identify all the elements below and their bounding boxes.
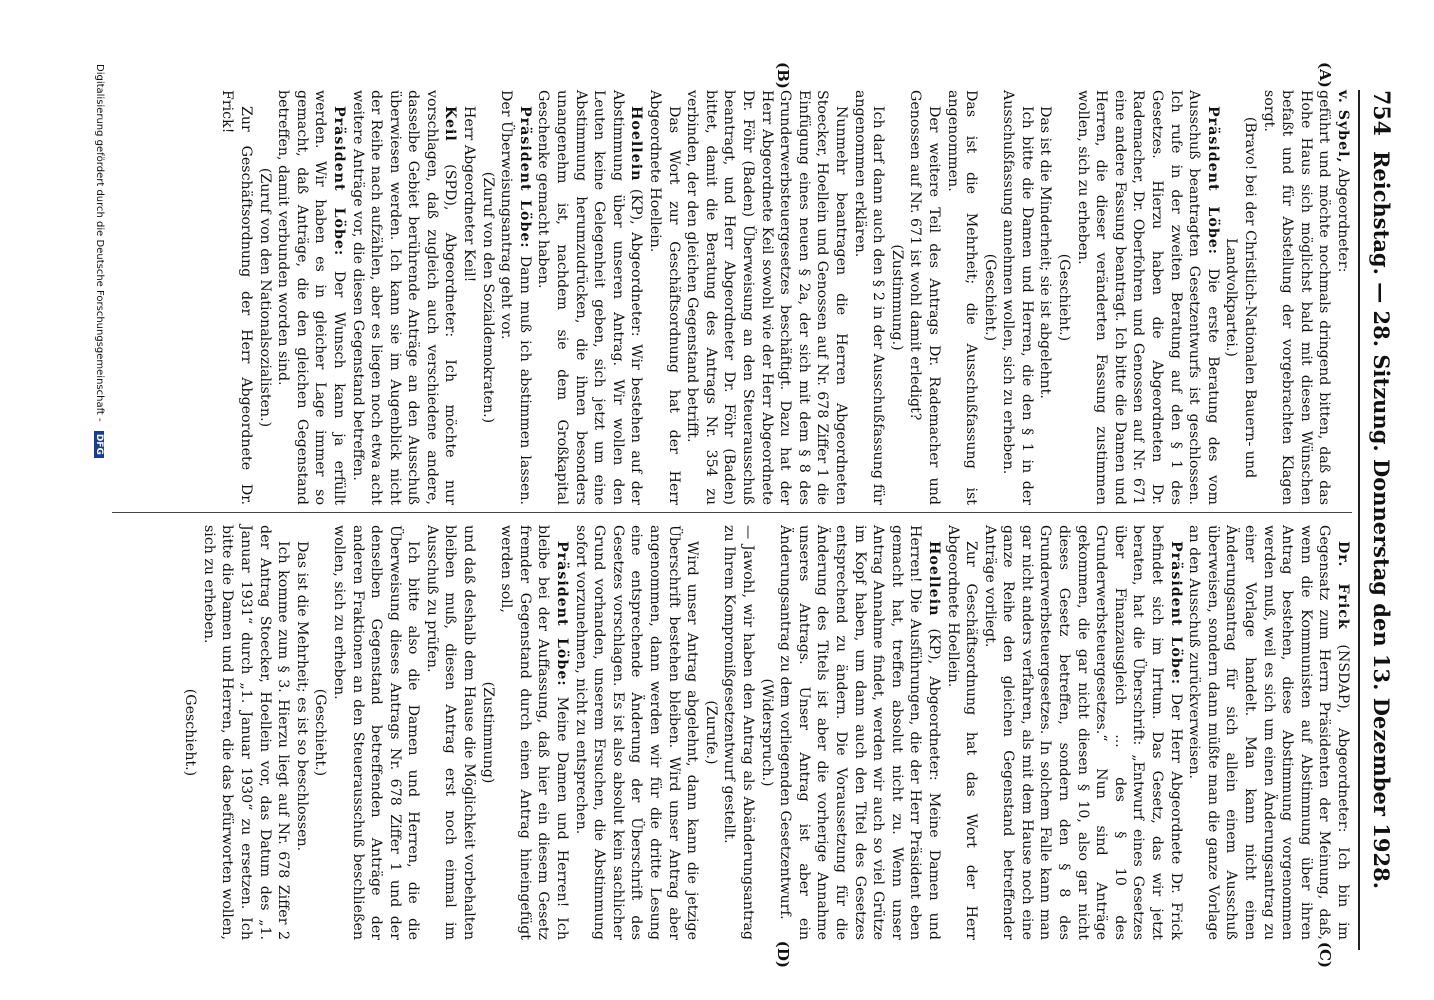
paragraph — [757, 525, 776, 940]
paragraph — [274, 90, 348, 505]
paragraph-text: (Geschieht.) — [981, 253, 998, 342]
paragraph-text: Nunmehr beantragen die Herren Abgeordneten Stoecker, Hoellein und Genossen auf Nr. 678 Ziffer 1 die Einfügung eines neuen § 2a, der sich mit dem § 8 des Grunderwerbsteuergesetzes beschäftigt. Dazu hat der Herr Abgeordnete Keil sowohl wie der Herr Abgeordnete Dr. Föhr (Baden) Überweisung an den Steuerausschuß beantragt, und Herr Abgeordneter Dr. Föhr (Baden) bittet, damit die Beratung des Antrags Nr. 354 zu verbinden, der den gleichen Gegenstand betrifft. — [684, 90, 849, 505]
paragraph-text: (NSDAP), Abgeordneter: Ich bin im Gegensatz zum Herrn Präsidenten der Meinung, daß, wenn die Kommunisten auf Abstimmung über ihren Antrag bestehen, diese Abstimmung vorgenommen werden muß, weil es sich um einen Änderungsantrag zu einer Vorlage handelt. Man kann nicht einen Änderungsantrag für sich allein einem Ausschuß überweisen, sondern dann müßte man die ganze Vorlage an den Ausschuß zurückverweisen. — [1186, 525, 1351, 940]
paragraph — [1333, 90, 1352, 505]
paragraph-text: Ich bitte also die Damen und Herren, die die Überweisung dieses Antrags Nr. 678 Ziffer 1 und der denselben Gegenstand betreffenden Anträge der anderen Fraktionen an den Steuerausschuß beschließen wollen, sich zu erheben. — [330, 525, 422, 940]
paragraph-text: Meine Damen und Herren! Ich bleibe bei der Auffassung, daß hier ein diesem Gesetz fremder Gegenstand durch einen Antrag hineingefügt werden soll, — [498, 525, 571, 940]
dfg-logo: DFG — [94, 431, 104, 458]
paragraph-text: Herr Abgeordneter Keil! — [461, 106, 478, 283]
paragraph-text: und daß deshalb dem Hause die Möglichkeit vorbehalten bleiben muß, diesen Antrag erst noch einmal im Ausschuß zu prüfen. — [423, 525, 478, 940]
paragraph-text: Zur Geschäftsordnung hat das Wort der Herr Abgeordnete Hoellein. — [944, 525, 980, 940]
right-column — [181, 525, 1352, 968]
paragraph — [422, 525, 478, 940]
paragraph — [348, 90, 460, 505]
paragraph — [1222, 90, 1259, 505]
paragraph — [683, 90, 850, 505]
paragraph — [534, 90, 646, 505]
speaker-name: Präsident Löbe: — [330, 106, 347, 257]
paragraph-text: (Geschieht.) — [182, 688, 199, 777]
paragraph — [497, 90, 534, 505]
paragraph-text: Das ist die Mehrheit; es ist so beschlossen. — [293, 541, 310, 852]
digitization-footer — [94, 60, 105, 984]
paragraph — [980, 90, 999, 505]
paragraph-text: (KP), Abgeordneter: Meine Damen und Herren! Die Ausführungen, die der Herr Präsident eben gemacht hat, treffen absolut nicht zu. Wenn unser Antrag Annahme findet, werden wir auch so viel Grütze im Kopf haben, um dann auch den Titel des Gesetzes entsprechend zu ändern. Die Voraussetzung für die Änderung des Titels ist aber die vorherige Annahme unseres Antrags. Unser Antrag ist aber ein Änderungsantrag zu dem vorliegenden Gesetzentwurf. — [777, 525, 942, 940]
paragraph-text: (Zustimmung.) — [888, 244, 905, 351]
speaker-name: v. Sybel, — [1335, 90, 1351, 164]
speaker-name: Präsident Löbe: — [554, 541, 571, 687]
paragraph — [218, 90, 255, 505]
paragraph-text: — Jawohl, wir haben den Antrag als Abänderungsantrag zu Ihrem Kompromißgesetzentwurf gestellt. — [721, 525, 756, 940]
paragraph — [720, 525, 757, 940]
paragraph-text: (Zustimmung) — [479, 681, 496, 784]
paragraph — [943, 525, 980, 940]
paragraph-text: Ich bitte die Damen und Herren, die den § 1 in der Ausschußfassung annehmen wollen, sich zu erheben. — [1000, 90, 1035, 505]
paragraph-text: (Zuruf von den Sozialdemokraten.) — [479, 171, 496, 424]
paragraph — [460, 90, 479, 505]
paragraph — [497, 525, 571, 940]
page-title: Reichstag. — 28. Sitzung. Donnerstag den 13. Dezember 1928. — [1369, 150, 1394, 890]
paragraph-text: (Geschieht.) — [1056, 253, 1073, 342]
paragraph — [1055, 90, 1074, 505]
speaker-name: Dr. Frick — [1335, 541, 1351, 630]
margin-mark-c: (C) — [1316, 941, 1334, 968]
paragraph-text: Zur Geschäftsordnung der Herr Abgeordnete Dr. Frick! — [219, 90, 254, 505]
margin-mark-b: (B) — [774, 62, 792, 89]
paragraph-text: (Geschieht.) — [312, 688, 329, 777]
paragraph-text: Der weitere Teil des Antrags Dr. Rademacher und Genossen auf Nr. 671 ist wohl damit erledigt? — [907, 90, 942, 505]
paragraph-text: Ich komme zum § 3. Hierzu liegt auf Nr. 678 Ziffer 2 der Antrag Stoecker, Hoellein vor, das Datum des „1. Januar 1931“ durch „1. Januar 1930“ zu ersetzen. Ich bitte die Damen und Herren, die das befürworten wollen, sich zu erheben. — [200, 525, 292, 940]
paragraph-text: (Zurufe.) — [702, 700, 719, 765]
paragraph-text: Die erste Beratung des vom Ausschuß beantragten Gesetzentwurfs ist geschlossen. Ich rufe in der zweiten Beratung auf den § 1 des Gesetzes. Hierzu haben die Abgeordneten Dr. Rademacher, Dr. Oberfohren und Genossen auf Nr. 671 eine andere Fassung beantragt. Ich bitte die Damen und Herren, die dieser veränderten Fassung zustimmen wollen, sich zu erheben. — [1074, 90, 1221, 505]
page-header — [1360, 90, 1400, 950]
paragraph-text: (KP), Abgeordneter: Wir bestehen auf der Abstimmung über unseren Antrag. Wir wollen den Leuten keine Gelegenheit geben, sich jetzt um eine Abstimmung herumzudrücken, die ihnen besonders unangenehm ist, nachdem sie dem Großkapital Geschenke gemacht haben. — [535, 90, 645, 505]
paragraph — [329, 525, 422, 940]
paragraph — [701, 525, 720, 940]
paragraph-text: (Widerspruch.) — [758, 678, 775, 787]
paragraph — [850, 90, 887, 505]
paragraph — [1036, 90, 1055, 505]
paragraph — [776, 525, 943, 940]
speaker-name: Hoellein — [925, 541, 942, 617]
paragraph-text: (Zuruf von den Nationalsozialisten.) — [256, 167, 273, 428]
left-column — [218, 62, 1352, 506]
margin-mark-d: (D) — [774, 940, 792, 968]
paragraph — [1073, 90, 1222, 505]
paragraph-text: Dann muß ich abstimmen lassen. Der Überweisungsantrag geht vor. — [498, 90, 533, 505]
paragraph — [199, 525, 292, 940]
page-number: 754 — [1368, 90, 1394, 136]
paragraph-text: Das Wort zur Geschäftsordnung hat der Herr Abgeordnete Hoellein. — [647, 90, 682, 505]
footer-text: Digitalisierung gefördert durch die Deutsche Forschungsgemeinschaft - — [94, 64, 105, 422]
paragraph — [645, 90, 682, 505]
paragraph-text: geführt und möchte nochmals dringend bitten, daß das Hohe Haus sich möglichst bald mit diesen Wünschen befaßt und für Abstellung der vorgebrachten Klagen sorgt. — [1260, 90, 1333, 505]
paragraph-text: Ich darf dann auch den § 2 in der Ausschußfassung für angenommen erklären. — [851, 90, 887, 505]
paragraph — [478, 525, 497, 940]
paragraph — [1259, 90, 1333, 505]
speaker-name: Keil — [442, 106, 459, 142]
paragraph — [887, 90, 906, 505]
paragraph — [980, 525, 1185, 940]
speaker-name: Präsident Löbe: — [1167, 541, 1184, 686]
paragraph — [255, 90, 274, 505]
header-rule — [1358, 90, 1360, 950]
paragraph-text: (Bravo! bei der Christlich-Nationalen Bauern- und Landvolkpartei.) — [1223, 116, 1259, 479]
paragraph — [181, 525, 200, 940]
column-divider — [112, 512, 1352, 513]
speaker-name: Präsident Löbe: — [516, 106, 533, 249]
paragraph — [906, 90, 943, 505]
speaker-name: Hoellein — [628, 106, 645, 182]
paragraph-text: Wird unser Antrag abgelehnt, dann kann die jetzige Überschrift bestehen bleiben. Wird unser Antrag aber angenommen, dann werden wir für die dritte Lesung eine entsprechende Änderung der Überschrift des Gesetzes vorschlagen. Es ist also absolut kein sachlicher Grund vorhanden, unserem Ersuchen, die Abstimmung sofort vorzunehmen, nicht zu entsprechen. — [572, 525, 701, 940]
paragraph — [1185, 525, 1352, 940]
paragraph — [943, 90, 980, 505]
paragraph-text: Das ist die Mehrheit; die Ausschußfassung ist angenommen. — [944, 90, 980, 505]
paragraph — [571, 525, 701, 940]
paragraph-text: Der Herr Abgeordnete Dr. Frick befindet sich im Irrtum. Das Gesetz, das wir jetzt beraten, hat die Überschrift: „Entwurf eines Gesetzes über Finanzausgleich ... des § 10 des Grunderwerbsteuergesetzes.“ Nun sind Anträge gekommen, die gar nicht diesen § 10, also gar nicht dieses Gesetz betreffen, sondern den § 8 des Grunderwerbsteuergesetzes. In solchem Falle kann man gar nicht anders verfahren, als mit dem Hause noch eine ganze Reihe den gleichen Gegenstand betreffender Anträge vorliegt. — [981, 525, 1184, 940]
paragraph — [292, 525, 311, 940]
speaker-name: Präsident Löbe: — [1204, 106, 1221, 256]
paragraph-text: Abgeordneter: — [1335, 163, 1351, 273]
paragraph-text: Der Wunsch kann ja erfüllt werden. Wir haben es in gleicher Lage immer so gemacht, daß Anträge, die den gleichen Gegenstand betreffen, damit verbunden worden sind. — [275, 90, 347, 506]
margin-mark-a: (A) — [1316, 62, 1334, 88]
paragraph-text: (SPD), Abgeordneter: Ich möchte nur vorschlagen, daß zugleich auch verschiedene andere, dasselbe Gebiet berührende Anträge an den Ausschuß überwiesen werden. Ich kann sie im Augenblick nicht der Reihe nach aufzählen, aber es liegen noch etwa acht weitere Anträge vor, die diesen Gegenstand betreffen. — [349, 90, 459, 505]
paragraph — [478, 90, 497, 505]
paragraph — [311, 525, 330, 940]
paragraph — [999, 90, 1036, 505]
paragraph-text: Das ist die Minderheit; sie ist abgelehnt. — [1037, 106, 1054, 399]
rotated-page — [94, 60, 1400, 980]
